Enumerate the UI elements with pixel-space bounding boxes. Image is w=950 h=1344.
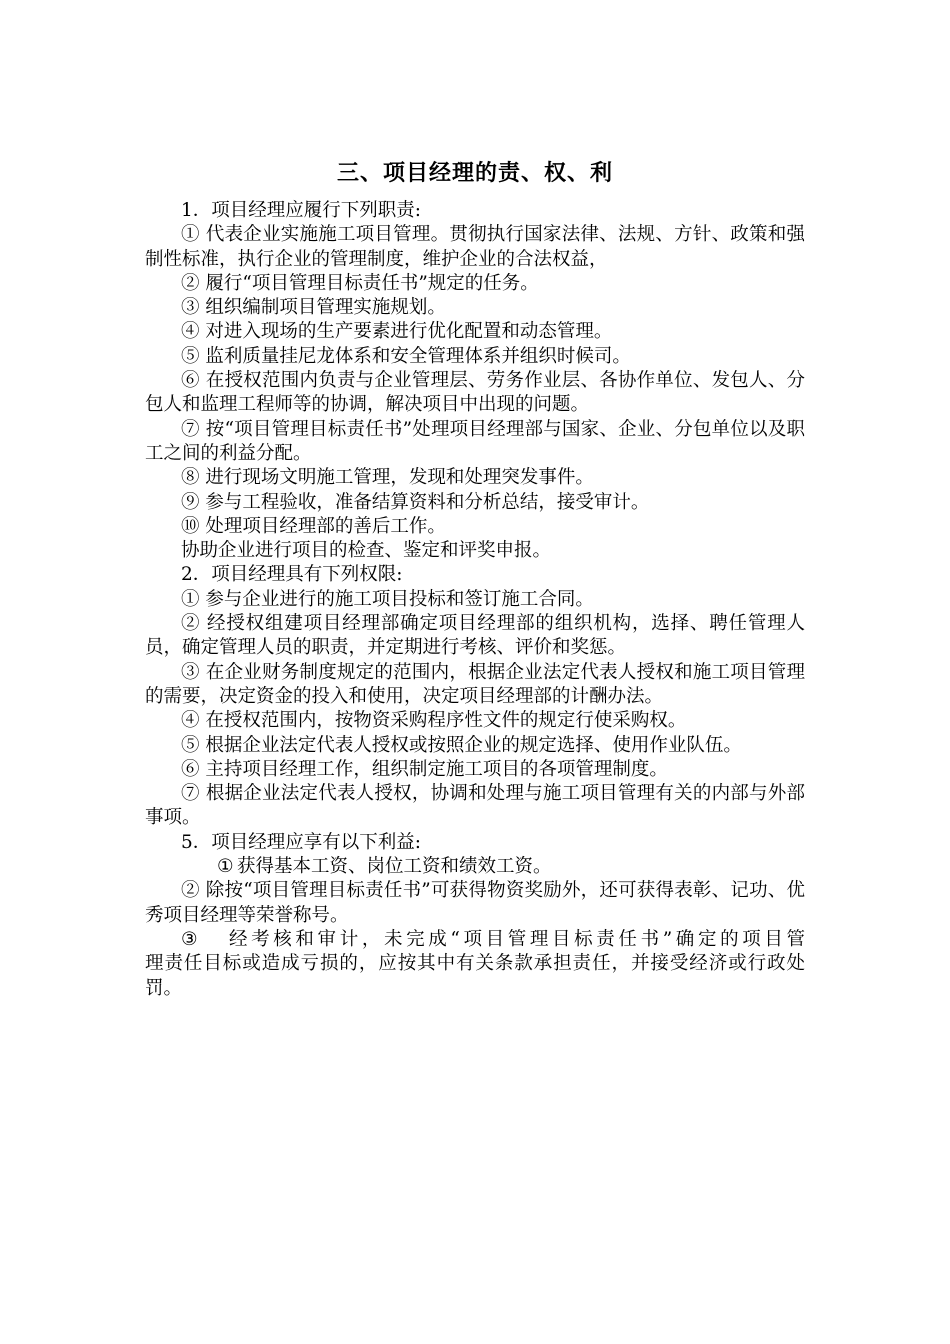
duty-item: ⑦ 按“项目管理目标责任书”处理项目经理部与国家、企业、分包单位以及职工之间的利益分配。: [145, 418, 805, 464]
duty-item: ⑨ 参与工程验收，准备结算资料和分析总结，接受审计。: [181, 491, 650, 513]
benefit-item: [145, 855, 805, 879]
benefit-item: [145, 928, 805, 952]
authority-item: ⑦ 根据企业法定代表人授权，协调和处理与施工项目管理有关的内部与外部事项。: [145, 783, 805, 829]
duty-item: ③ 组织编制项目管理实施规划。: [181, 297, 446, 319]
duty-item: ⑩ 处理项目经理部的善后工作。: [181, 515, 446, 537]
benefit-text: 获得基本工资、岗位工资和绩效工资。: [237, 856, 552, 878]
authority-item: ① 参与企业进行的施工项目投标和签订施工合同。: [181, 588, 594, 610]
benefit-number: ③: [181, 928, 198, 950]
duty-item: ⑧ 进行现场文明施工管理，发现和处理突发事件。: [181, 467, 594, 489]
duty-item: ① 代表企业实施施工项目管理。贯彻执行国家法律、法规、方针、政策和强制性标准，执行企业的管理制度，维护企业的合法权益，: [145, 224, 805, 270]
duty-item: 协助企业进行项目的检查、鉴定和评奖申报。: [181, 540, 552, 562]
duty-item: ④ 对进入现场的生产要素进行优化配置和动态管理。: [181, 321, 613, 343]
document-body: [145, 199, 805, 1001]
section-heading-benefits: 5．项目经理应享有以下利益:: [181, 831, 422, 853]
benefit-continuation: 理责任目标或造成亏损的，应按其中有关条款承担责任，并接受经济或行政处罚。: [145, 953, 805, 999]
benefit-text: 经考核和审计，未完成“项目管理目标责任书”确定的项目管: [229, 928, 805, 950]
authority-item: ⑥ 主持项目经理工作，组织制定施工项目的各项管理制度。: [181, 758, 668, 780]
page-title: 三、项目经理的责、权、利: [336, 160, 613, 186]
duty-item: ② 履行“项目管理目标责任书”规定的任务。: [181, 272, 539, 294]
authority-item: ④ 在授权范围内，按物资采购程序性文件的规定行使采购权。: [181, 710, 687, 732]
benefit-item: ② 除按“项目管理目标责任书”可获得物资奖励外，还可获得表彰、记功、优秀项目经理等荣誉称号。: [145, 880, 805, 926]
authority-item: ③ 在企业财务制度规定的范围内，根据企业法定代表人授权和施工项目管理的需要，决定资金的投入和使用，决定项目经理部的计酬办法。: [145, 661, 805, 707]
benefit-number: ①: [217, 856, 234, 878]
section-heading-authority: 2．项目经理具有下列权限:: [181, 564, 403, 586]
authority-item: ⑤ 根据企业法定代表人授权或按照企业的规定选择、使用作业队伍。: [181, 734, 742, 756]
authority-item: ② 经授权组建项目经理部确定项目经理部的组织机构，选择、聘任管理人员，确定管理人员的职责，并定期进行考核、评价和奖惩。: [145, 613, 805, 659]
section-heading-duties: 1．项目经理应履行下列职责:: [181, 200, 422, 221]
duty-item: ⑥ 在授权范围内负责与企业管理层、劳务作业层、各协作单位、发包人、分包人和监理工程师等的协调，解决项目中出现的问题。: [145, 370, 805, 416]
duty-item: ⑤ 监利质量挂尼龙体系和安全管理体系并组织时候司。: [181, 345, 631, 367]
